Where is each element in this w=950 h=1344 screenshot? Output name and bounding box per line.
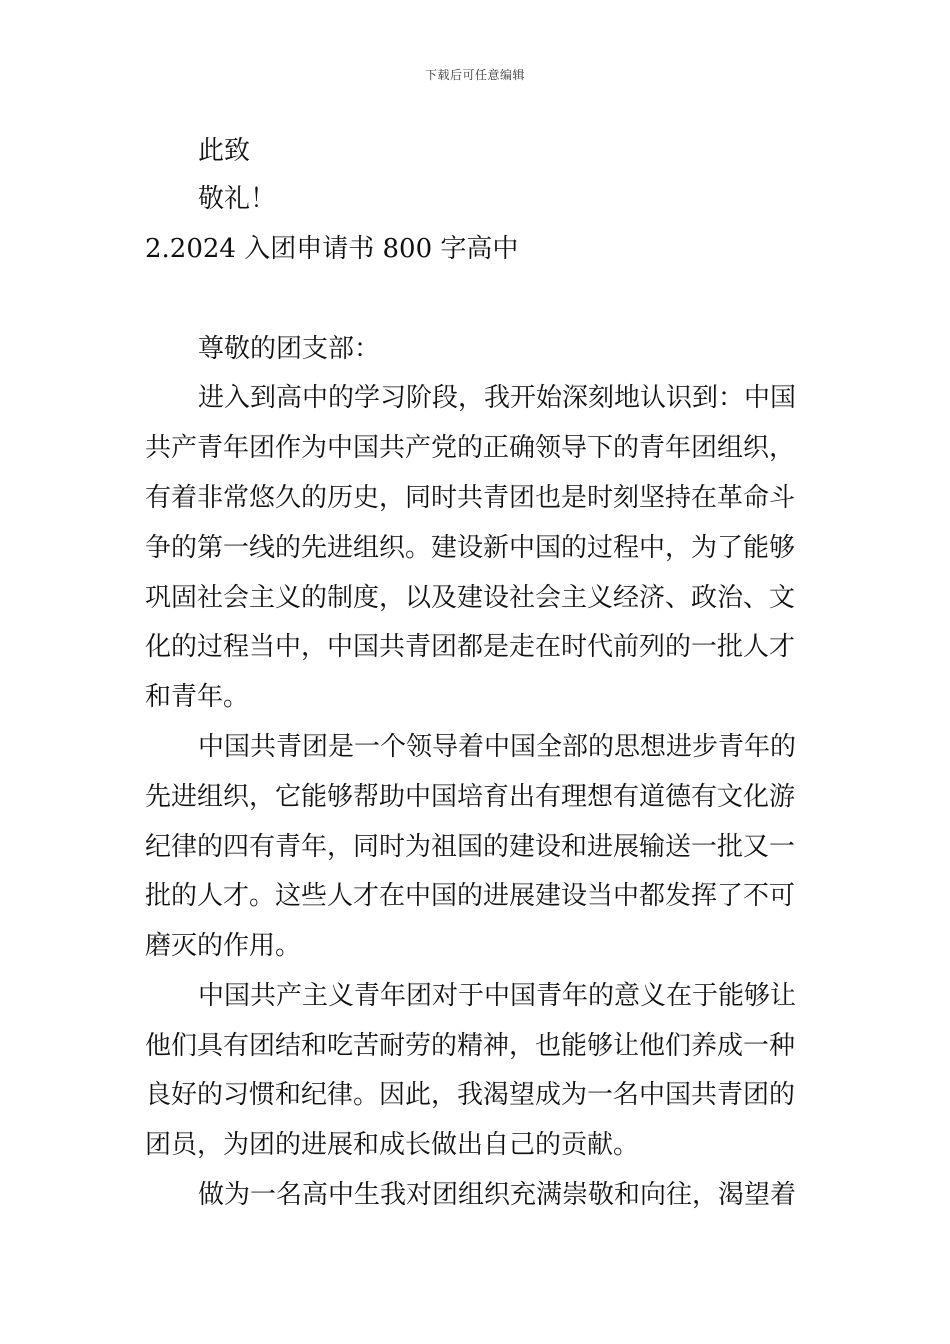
body-line: 批的人才。这些人才在中国的进展建设当中都发挥了不可 (145, 881, 796, 911)
body-line: 有着非常悠久的历史，同时共青团也是时刻坚持在革命斗 (145, 483, 796, 513)
closing-regards: 敬礼！ (198, 184, 277, 214)
body-line: 先进组织，它能够帮助中国培育出有理想有道德有文化游 (145, 782, 796, 812)
body-line: 争的第一线的先进组织。建设新中国的过程中，为了能够 (145, 533, 796, 563)
body-line: 进入到高中的学习阶段，我开始深刻地认识到：中国 (198, 383, 797, 413)
body-line: 纪律的四有青年，同时为祖国的建设和进展输送一批又一 (145, 832, 796, 862)
body-line: 共产青年团作为中国共产党的正确领导下的青年团组织， (145, 433, 796, 463)
letter-greeting: 尊敬的团支部： (198, 334, 381, 364)
body-line: 磨灭的作用。 (145, 931, 302, 961)
body-line: 中国共青团是一个领导着中国全部的思想进步青年的 (198, 732, 797, 762)
closing-salutation: 此致 (198, 136, 251, 166)
body-line: 中国共产主义青年团对于中国青年的意义在于能够让 (198, 981, 797, 1011)
header-note: 下载后可任意编辑 (424, 68, 525, 82)
body-line: 团员，为团的进展和成长做出自己的贡献。 (145, 1130, 640, 1160)
body-line: 和青年。 (145, 682, 250, 712)
body-line: 化的过程当中，中国共青团都是走在时代前列的一批人才 (145, 632, 796, 662)
body-line: 巩固社会主义的制度，以及建设社会主义经济、政治、文 (145, 583, 796, 613)
body-line: 良好的习惯和纪律。因此，我渴望成为一名中国共青团的 (145, 1080, 796, 1110)
body-line: 他们具有团结和吃苦耐劳的精神，也能够让他们养成一种 (145, 1031, 796, 1061)
section-title: 2.2024 入团申请书 800 字高中 (145, 234, 519, 264)
body-line: 做为一名高中生我对团组织充满崇敬和向往，渴望着 (198, 1180, 797, 1210)
